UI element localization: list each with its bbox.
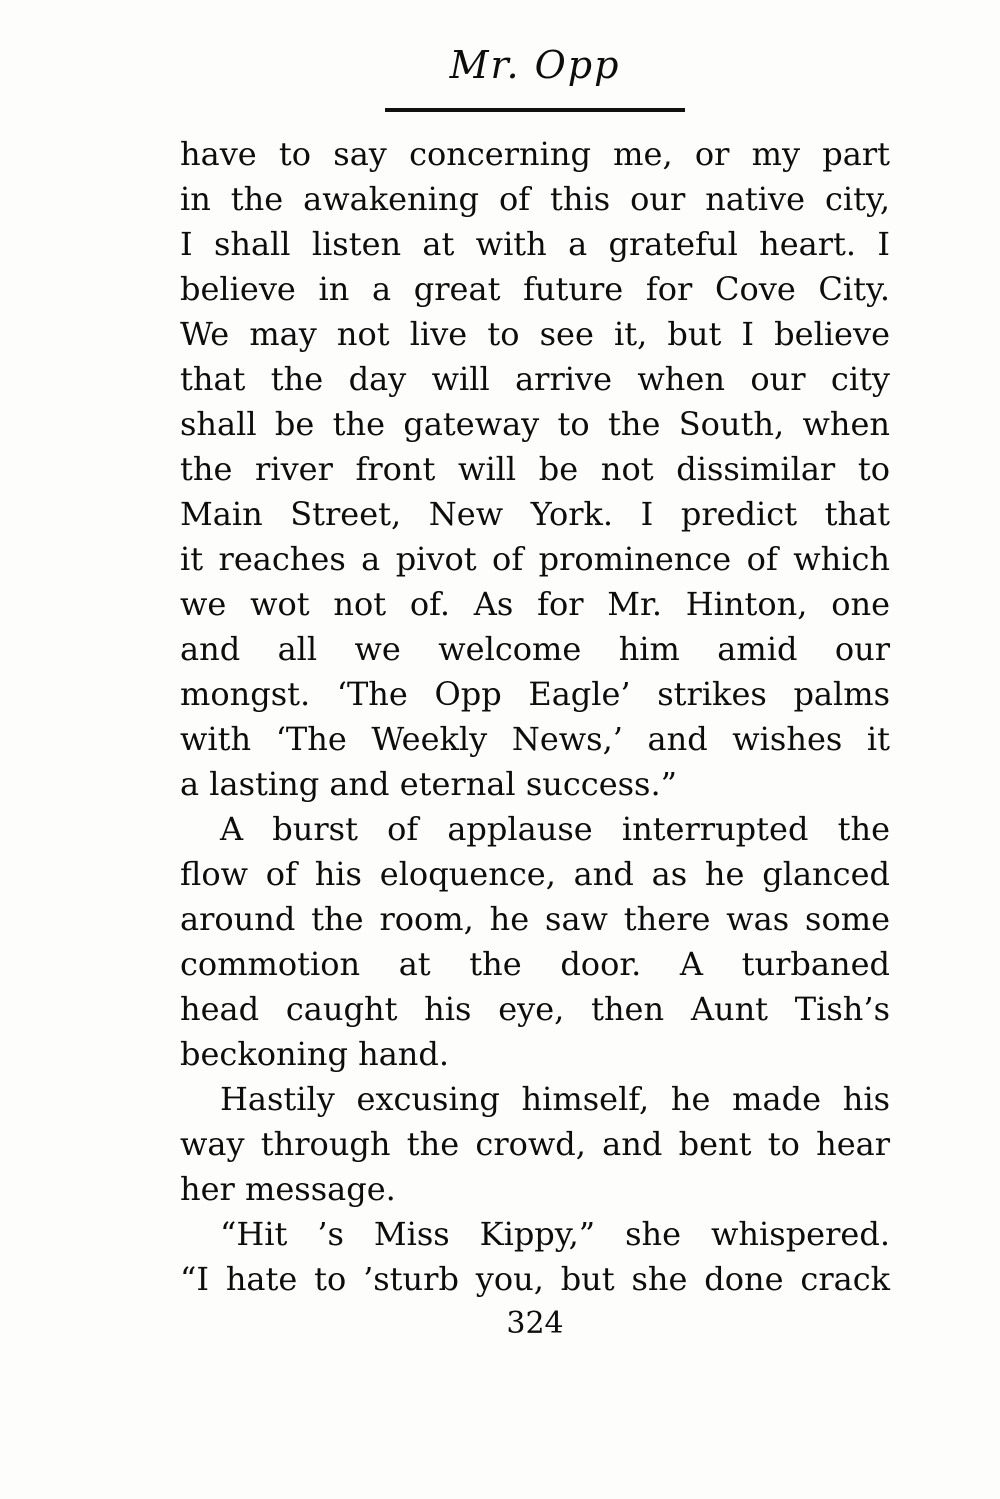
text-line: her message. — [180, 1170, 396, 1208]
text-line: shall be the gateway to the South, when — [180, 405, 890, 443]
page-number: 324 — [506, 1306, 564, 1341]
text-line: we wot not of. As for Mr. Hinton, one — [180, 585, 890, 623]
paragraph — [180, 1077, 890, 1212]
text-line: that the day will arrive when our city — [180, 360, 890, 398]
running-header-title: Mr. Opp — [449, 43, 621, 87]
paragraph — [180, 1212, 890, 1302]
paragraph — [180, 807, 890, 1077]
text-line: I shall listen at with a grateful heart. I — [180, 225, 890, 263]
text-line: “I hate to ’sturb you, but she done crack — [180, 1260, 890, 1298]
text-line: “Hit ’s Miss Kippy,” she whispered. — [220, 1215, 890, 1253]
paragraph — [180, 132, 890, 807]
header-rule — [385, 108, 685, 112]
text-line: flow of his eloquence, and as he glanced — [180, 855, 890, 893]
text-line: beckoning hand. — [180, 1035, 450, 1073]
text-line: We may not live to see it, but I believe — [180, 315, 890, 353]
text-line: commotion at the door. A turbaned — [180, 945, 890, 983]
text-line: around the room, he saw there was some — [180, 900, 890, 938]
page-text — [180, 132, 890, 1302]
text-line: the river front will be not dissimilar to — [180, 450, 890, 488]
text-column — [180, 0, 890, 1499]
text-line: and all we welcome him amid our — [180, 630, 890, 668]
text-line: in the awakening of this our native city, — [180, 180, 890, 218]
text-line: a lasting and eternal success.” — [180, 765, 677, 803]
text-line: believe in a great future for Cove City. — [180, 270, 890, 308]
text-line: way through the crowd, and bent to hear — [180, 1125, 890, 1163]
text-line: head caught his eye, then Aunt Tish’s — [180, 990, 890, 1028]
text-line: it reaches a pivot of prominence of which — [180, 540, 890, 578]
text-line: A burst of applause interrupted the — [220, 810, 890, 848]
text-line: have to say concerning me, or my part — [180, 135, 890, 173]
text-line: Main Street, New York. I predict that — [180, 495, 890, 533]
text-line: with ‘The Weekly News,’ and wishes it — [180, 720, 890, 758]
text-line: mongst. ‘The Opp Eagle’ strikes palms — [180, 675, 890, 713]
text-line: Hastily excusing himself, he made his — [220, 1080, 890, 1118]
